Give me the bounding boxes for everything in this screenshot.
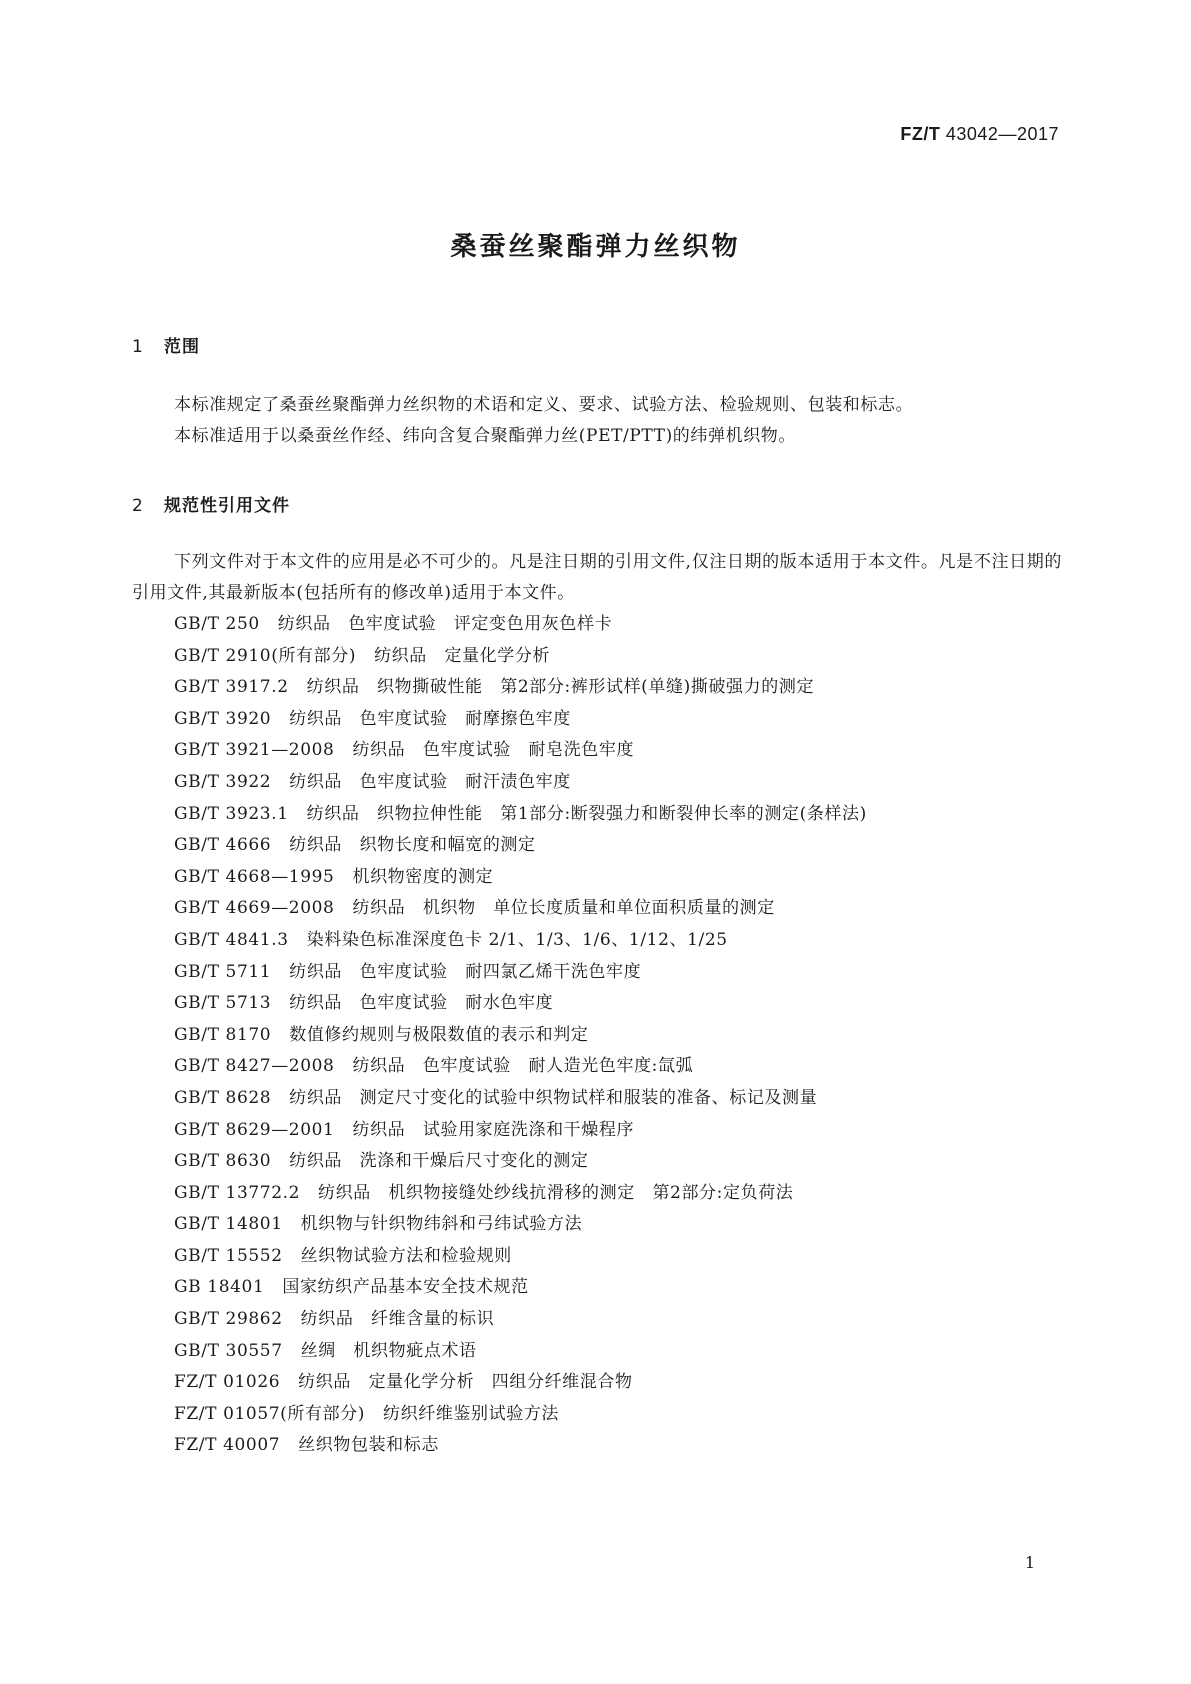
reference-code: GB/T 3920 bbox=[174, 708, 272, 729]
document-title: 桑蚕丝聚酯弹力丝织物 bbox=[450, 232, 741, 262]
reference-code: GB/T 3922 bbox=[174, 771, 272, 792]
reference-code: GB/T 4668—1995 bbox=[174, 866, 335, 887]
reference-item bbox=[174, 830, 867, 862]
reference-title: 纺织品 测定尺寸变化的试验中织物试样和服装的准备、标记及测量 bbox=[289, 1087, 818, 1108]
reference-title: 纺织品 机织物接缝处纱线抗滑移的测定 第2部分:定负荷法 bbox=[318, 1182, 794, 1203]
reference-item bbox=[174, 1336, 867, 1368]
reference-item bbox=[174, 862, 867, 894]
reference-item bbox=[174, 735, 867, 767]
reference-code: GB/T 4666 bbox=[174, 835, 272, 856]
reference-code: GB/T 8629—2001 bbox=[174, 1119, 335, 1140]
standard-code bbox=[900, 124, 1059, 145]
reference-code: GB/T 8630 bbox=[174, 1151, 272, 1172]
reference-title: 纺织品 洗涤和干燥后尺寸变化的测定 bbox=[289, 1151, 589, 1172]
scope-paragraph: 本标准适用于以桑蚕丝作经、纬向含复合聚酯弹力丝(PET/PTT)的纬弹机织物。 bbox=[174, 426, 797, 446]
reference-item bbox=[174, 988, 867, 1020]
section-title: 规范性引用文件 bbox=[164, 496, 290, 516]
reference-code: GB/T 13772.2 bbox=[174, 1182, 301, 1203]
reference-list bbox=[174, 609, 867, 1462]
reference-item bbox=[174, 1020, 867, 1052]
reference-item bbox=[174, 1304, 867, 1336]
reference-item bbox=[174, 609, 867, 641]
reference-title: 染料染色标准深度色卡 2/1、1/3、1/6、1/12、1/25 bbox=[306, 929, 728, 950]
section-heading-scope bbox=[132, 332, 200, 357]
reference-code: GB/T 4841.3 bbox=[174, 929, 289, 950]
reference-code: GB/T 3921—2008 bbox=[174, 740, 335, 761]
reference-code: GB/T 14801 bbox=[174, 1214, 283, 1235]
reference-item bbox=[174, 672, 867, 704]
standard-prefix: FZ/T bbox=[900, 124, 941, 144]
reference-code: GB/T 30557 bbox=[174, 1340, 283, 1361]
reference-code: FZ/T 01057(所有部分) bbox=[174, 1403, 366, 1424]
reference-item bbox=[174, 1115, 867, 1147]
reference-code: GB/T 29862 bbox=[174, 1309, 283, 1330]
reference-title: 纺织品 纤维含量的标识 bbox=[300, 1309, 495, 1330]
reference-title: 纺织品 织物拉伸性能 第1部分:断裂强力和断裂伸长率的测定(条样法) bbox=[306, 803, 867, 824]
reference-item bbox=[174, 925, 867, 957]
scope-paragraph: 本标准规定了桑蚕丝聚酯弹力丝织物的术语和定义、要求、试验方法、检验规则、包装和标志。 bbox=[174, 395, 914, 415]
reference-code: FZ/T 01026 bbox=[174, 1372, 281, 1393]
section-title: 范围 bbox=[164, 337, 200, 357]
reference-title: 丝绸 机织物疵点术语 bbox=[300, 1340, 477, 1361]
reference-title: 纺织品 色牢度试验 耐汗渍色牢度 bbox=[289, 771, 571, 792]
references-intro-paragraph: 下列文件对于本文件的应用是必不可少的。凡是注日期的引用文件,仅注日期的版本适用于本文件。凡是不注日期的引用文件,其最新版本(包括所有的修改单)适用于本文件。 bbox=[132, 552, 1062, 603]
reference-title: 纺织品 色牢度试验 耐摩擦色牢度 bbox=[289, 708, 571, 729]
standard-number: 43042—2017 bbox=[945, 124, 1059, 144]
reference-item bbox=[174, 1241, 867, 1273]
reference-code: GB/T 8427—2008 bbox=[174, 1056, 335, 1077]
reference-code: FZ/T 40007 bbox=[174, 1435, 281, 1456]
reference-item bbox=[174, 1399, 867, 1431]
reference-item bbox=[174, 1430, 867, 1462]
reference-code: GB/T 5713 bbox=[174, 993, 272, 1014]
reference-item bbox=[174, 1178, 867, 1210]
reference-item bbox=[174, 704, 867, 736]
reference-item bbox=[174, 1272, 867, 1304]
reference-title: 纺织品 色牢度试验 耐水色牢度 bbox=[289, 993, 554, 1014]
reference-code: GB 18401 bbox=[174, 1277, 265, 1298]
reference-title: 丝织物包装和标志 bbox=[298, 1435, 439, 1456]
reference-code: GB/T 3923.1 bbox=[174, 803, 289, 824]
reference-title: 机织物与针织物纬斜和弓纬试验方法 bbox=[300, 1214, 583, 1235]
reference-title: 数值修约规则与极限数值的表示和判定 bbox=[289, 1024, 589, 1045]
section-heading-normative-references bbox=[132, 491, 290, 516]
reference-item bbox=[174, 1367, 867, 1399]
reference-title: 丝织物试验方法和检验规则 bbox=[300, 1245, 512, 1266]
reference-code: GB/T 3917.2 bbox=[174, 677, 289, 698]
reference-code: GB/T 15552 bbox=[174, 1245, 283, 1266]
reference-code: GB/T 8628 bbox=[174, 1087, 272, 1108]
reference-title: 纺织品 色牢度试验 耐皂洗色牢度 bbox=[352, 740, 635, 761]
reference-item bbox=[174, 1146, 867, 1178]
reference-item bbox=[174, 893, 867, 925]
reference-item bbox=[174, 957, 867, 989]
reference-title: 纺织品 定量化学分析 bbox=[374, 645, 551, 666]
section-number: 2 bbox=[132, 496, 144, 516]
reference-title: 纺织品 织物长度和幅宽的测定 bbox=[289, 835, 536, 856]
reference-title: 纺织品 织物撕破性能 第2部分:裤形试样(单缝)撕破强力的测定 bbox=[306, 677, 815, 698]
reference-title: 纺织纤维鉴别试验方法 bbox=[383, 1403, 560, 1424]
reference-item bbox=[174, 1083, 867, 1115]
reference-code: GB/T 250 bbox=[174, 614, 260, 634]
reference-code: GB/T 5711 bbox=[174, 961, 272, 982]
reference-code: GB/T 4669—2008 bbox=[174, 898, 335, 919]
reference-code: GB/T 8170 bbox=[174, 1024, 272, 1045]
reference-item bbox=[174, 799, 867, 831]
reference-item bbox=[174, 641, 867, 673]
reference-code: GB/T 2910(所有部分) bbox=[174, 645, 357, 666]
reference-title: 纺织品 定量化学分析 四组分纤维混合物 bbox=[298, 1372, 633, 1393]
reference-title: 机织物密度的测定 bbox=[352, 866, 494, 887]
section-number: 1 bbox=[132, 337, 144, 357]
reference-title: 纺织品 色牢度试验 耐人造光色牢度:氙弧 bbox=[352, 1056, 694, 1077]
reference-title: 国家纺织产品基本安全技术规范 bbox=[282, 1277, 529, 1298]
reference-title: 纺织品 机织物 单位长度质量和单位面积质量的测定 bbox=[352, 898, 775, 919]
reference-title: 纺织品 试验用家庭洗涤和干燥程序 bbox=[352, 1119, 635, 1140]
reference-title: 纺织品 色牢度试验 耐四氯乙烯干洗色牢度 bbox=[289, 961, 642, 982]
reference-item bbox=[174, 767, 867, 799]
page-number: 1 bbox=[1024, 1553, 1035, 1572]
reference-item bbox=[174, 1209, 867, 1241]
reference-title: 纺织品 色牢度试验 评定变色用灰色样卡 bbox=[277, 614, 613, 634]
reference-item bbox=[174, 1051, 867, 1083]
